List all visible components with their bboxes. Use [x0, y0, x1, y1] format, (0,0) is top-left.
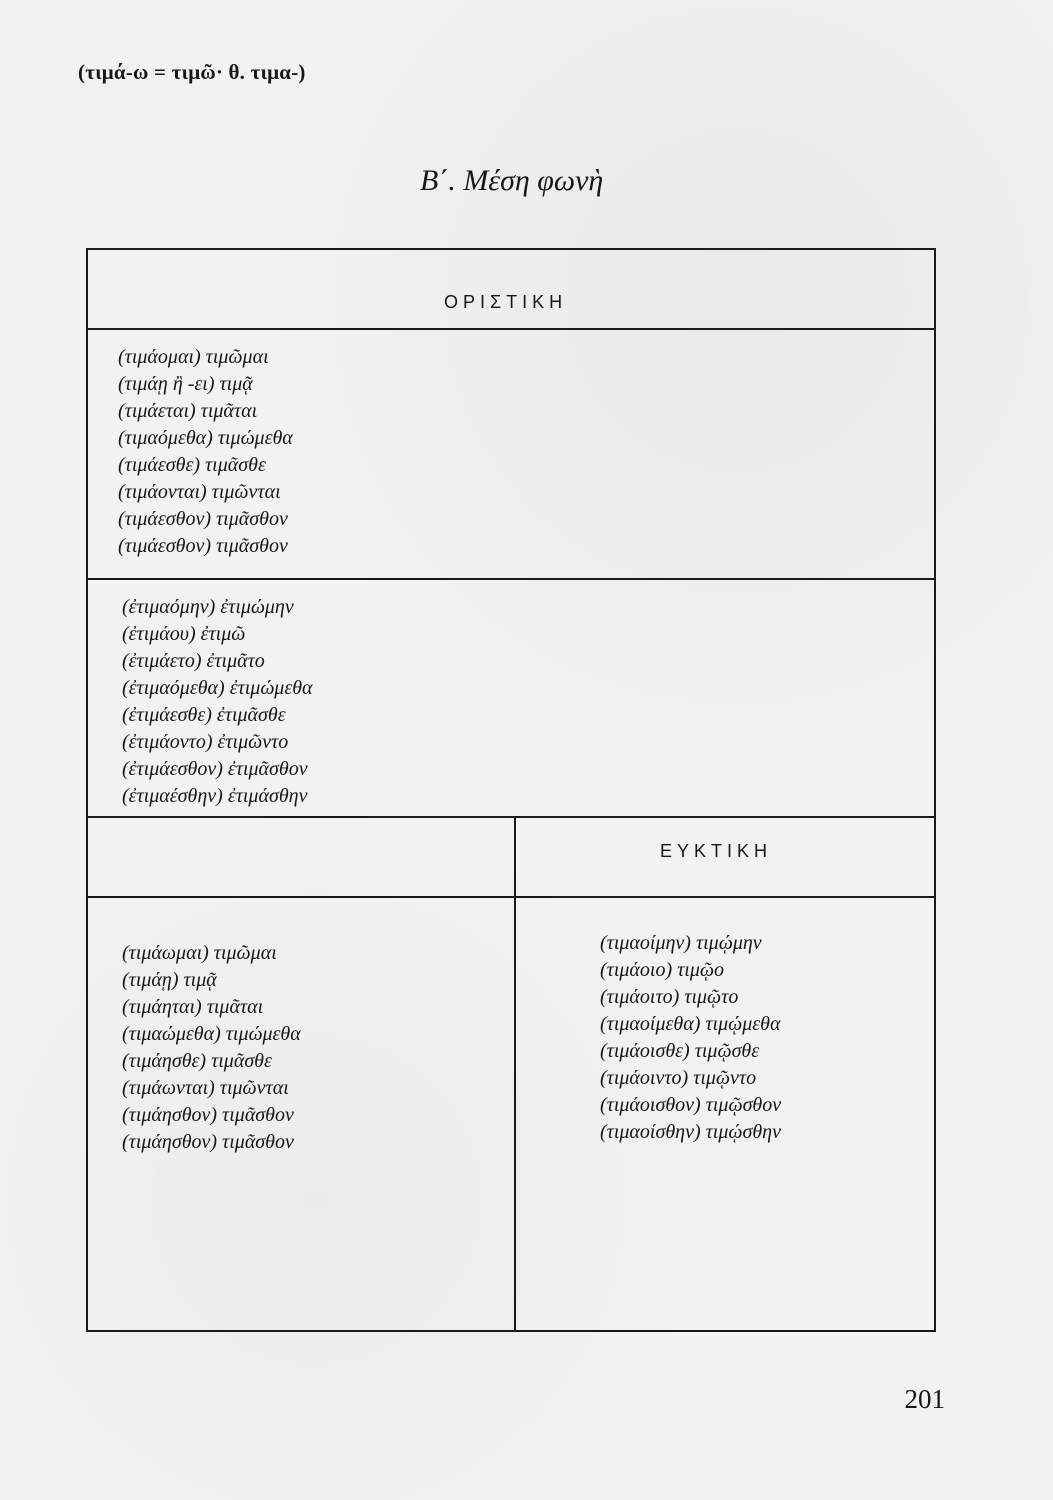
optative-item: (τιμάοιντο) τιμῷντο: [600, 1067, 757, 1089]
present_indicative-item: (τιμάονται) τιμῶνται: [118, 481, 281, 503]
table-rule-oristiki: [88, 328, 934, 330]
subjunctive-item: (τιμάηται) τιμᾶται: [122, 996, 264, 1018]
imperfect_indicative-item: (ἐτιμαόμην) ἐτιμώμην: [122, 596, 294, 618]
present_indicative-item: (τιμαόμεθα) τιμώμεθα: [118, 427, 293, 449]
imperfect_indicative-item: (ἐτιμάεσθον) ἐτιμᾶσθον: [122, 758, 308, 780]
table-divider-vertical: [514, 816, 516, 1330]
subjunctive-item: (τιμάησθον) τιμᾶσθον: [122, 1104, 294, 1126]
subjunctive-item: (τιμάησθε) τιμᾶσθε: [122, 1050, 272, 1072]
subjunctive-item: (τιμάησθον) τιμᾶσθον: [122, 1131, 294, 1153]
optative-item: (τιμάοιο) τιμῷο: [600, 959, 725, 981]
subjunctive-item: (τιμαώμεθα) τιμώμεθα: [122, 1023, 301, 1045]
header-note: (τιμά-ω = τιμῶ· θ. τιμα-): [78, 60, 306, 84]
present_indicative-item: (τιμάεσθον) τιμᾶσθον: [118, 535, 288, 557]
table-rule-mood-headers: [88, 896, 934, 898]
optative-list: [600, 930, 781, 1146]
present_indicative-item: (τιμάεσθον) τιμᾶσθον: [118, 508, 288, 530]
imperfect_indicative-item: (ἐτιμάεσθε) ἐτιμᾶσθε: [122, 704, 286, 726]
present_indicative-item: (τιμάεσθε) τιμᾶσθε: [118, 454, 266, 476]
eyktiki-label: ΕΥΚΤΙΚΗ: [660, 841, 773, 861]
imperfect_indicative-item: (ἐτιμάετο) ἐτιμᾶτο: [122, 650, 265, 672]
subjunctive-list: [122, 940, 301, 1156]
imperfect-indicative-list: [122, 594, 313, 810]
subjunctive-item: (τιμάῃ) τιμᾷ: [122, 969, 217, 991]
page-number: 201: [904, 1384, 945, 1414]
present_indicative-item: (τιμάομαι) τιμῶμαι: [118, 346, 269, 368]
optative-item: (τιμάοισθε) τιμῷσθε: [600, 1040, 760, 1062]
conjugation-table: [86, 248, 936, 1332]
optative-item: (τιμαοίμην) τιμῴμην: [600, 932, 762, 954]
table-rule-present-end: [88, 578, 934, 580]
optative-item: (τιμαοίμεθα) τιμῴμεθα: [600, 1013, 781, 1035]
present_indicative-item: (τιμάῃ ἢ -ει) τιμᾷ: [118, 373, 253, 395]
table-rule-imperfect-end: [88, 816, 934, 818]
imperfect_indicative-item: (ἐτιμάου) ἐτιμῶ: [122, 623, 246, 645]
subjunctive-item: (τιμάωνται) τιμῶνται: [122, 1077, 289, 1099]
imperfect_indicative-item: (ἐτιμαέσθην) ἐτιμάσθην: [122, 785, 308, 807]
present-indicative-list: [118, 344, 293, 560]
optative-item: (τιμάοισθον) τιμῷσθον: [600, 1094, 782, 1116]
imperfect_indicative-item: (ἐτιμαόμεθα) ἐτιμώμεθα: [122, 677, 313, 699]
section-title: Β΄. Μέση φωνὴ: [420, 164, 604, 197]
imperfect_indicative-item: (ἐτιμάοντο) ἐτιμῶντο: [122, 731, 289, 753]
optative-item: (τιμάοιτο) τιμῷτο: [600, 986, 739, 1008]
subjunctive-item: (τιμάωμαι) τιμῶμαι: [122, 942, 277, 964]
optative-item: (τιμαοίσθην) τιμῴσθην: [600, 1121, 781, 1143]
oristiki-label: ΟΡΙΣΤΙΚΗ: [444, 292, 568, 312]
present_indicative-item: (τιμάεται) τιμᾶται: [118, 400, 258, 422]
